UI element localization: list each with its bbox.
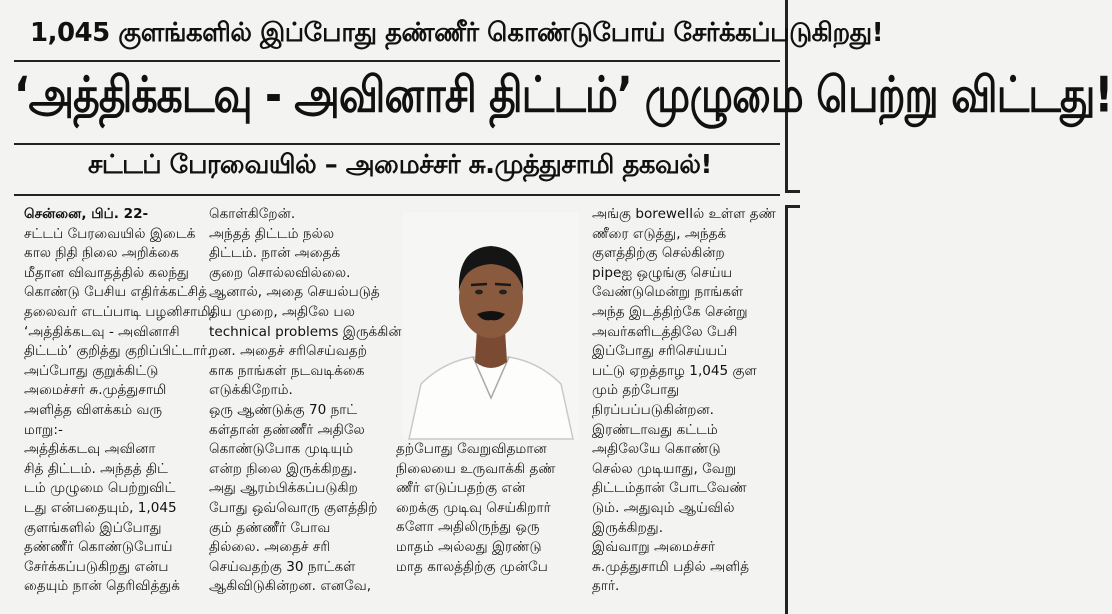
article-line: களோ அதிலிருந்து ஒரு [396,519,540,536]
article-line: சட்டப் பேரவையில் இடைக் [24,225,196,242]
article-line: தார். [592,578,620,595]
article-line: இப்போது சரிசெய்யப் [592,343,728,360]
article-line: அதிலேயே கொண்டு [592,441,721,458]
article-line: கொள்கிறேன். [209,206,296,222]
article-line: pipeஐ ஒழுங்கு செய்ய [592,264,733,281]
article-line: நிரப்பப்படுகின்றன. [592,401,714,418]
divider-top [14,60,780,62]
article-line: மும் தற்போது [592,382,680,399]
article-line: டம் முழுமை பெற்றுவிட் [24,480,176,497]
article-line: ஒரு ஆண்டுக்கு 70 நாட் [209,401,358,418]
article-line: அது ஆரம்பிக்கப்படுகிற [209,480,358,497]
article-column-1 [24,205,215,597]
article-line: சித் திட்டம். அந்தத் திட் [24,460,168,477]
article-line: ஆனால், அதை செயல்படுத் [209,284,380,301]
article-line: ணீரை எடுத்து, அந்தக் [592,225,727,242]
article-line: மாறு:- [24,421,63,438]
article-line: அந்தத் திட்டம் நல்ல [209,225,335,242]
minister-photo [403,212,579,439]
article-line: செல்ல முடியாது, வேறு [592,460,737,477]
article-column-2 [209,205,402,597]
dateline: சென்னை, பிப். 22- [24,206,149,222]
article-line: தற்போது வேறுவிதமான [396,441,547,457]
article-line: ‘அத்திக்கடவு - அவினாசி [24,323,180,340]
article-line: அளித்த விளக்கம் வரு [24,401,163,418]
article-line: ஆகிவிடுகின்றன. எனவே, [209,578,372,595]
article-line: நிலையை உருவாக்கி தண் [396,460,556,477]
article-line: அப்போது குறுக்கிட்டு [24,362,159,379]
article-line: ணீர் எடுப்பதற்கு என் [396,480,526,497]
article-line: அவர்களிடத்திலே பேசி [592,323,738,340]
article-line: சு.முத்துசாமி பதில் அளித் [592,558,750,575]
article-line: கால நிதி நிலை அறிக்கை [24,245,179,262]
article-line: பட்டு ஏறத்தாழ 1,045 குள [592,362,757,379]
article-column-3 [396,440,586,577]
article-line: கள்தான் தண்ணீர் அதிலே [209,421,365,438]
article-line: கொண்டு பேசிய எதிர்க்கட்சித் [24,284,208,301]
bottom-right-frame [785,205,800,614]
portrait-image [403,212,579,439]
article-line: மீதான விவாதத்தில் கலந்து [24,264,189,281]
article-line: திட்டம். நான் அதைக் [209,245,341,262]
headline-main: ‘அத்திக்கடவு - அவினாசி திட்டம்’ முழுமை பெற்று விட்டது! [14,66,1112,124]
article-line: வேண்டுமென்று நாங்கள் [592,284,744,301]
article-line: அந்த இடத்திற்கே சென்று [592,303,748,320]
article-line: இவ்வாறு அமைச்சர் [592,539,716,556]
article-line: திட்டம்’ குறித்து குறிப்பிட்டார். [24,343,212,360]
article-line: அங்கு borewellல் உள்ள தண் [592,206,776,222]
article-line: மாதம் அல்லது இரண்டு [396,538,542,555]
article-line: தண்ணீர் கொண்டுபோய் [24,539,173,556]
article-line: தலைவர் எடப்பாடி பழனிசாமி, [24,303,215,320]
article-line: தையும் நான் தெரிவித்துக் [24,578,180,595]
article-line: காக நாங்கள் நடவடிக்கை [209,362,365,379]
article-line: குறை சொல்லவில்லை. [209,264,351,281]
article-line: றைக்கு முடிவு செய்கிறார் [396,499,551,516]
article-line: குளத்திற்கு செல்கின்ற [592,245,725,262]
article-line: அத்திக்கடவு அவினா [24,441,156,458]
article-line: குளங்களில் இப்போது [24,519,162,536]
article-line: டும். அதுவும் ஆய்வில் [592,499,735,516]
article-line: என்ற நிலை இருக்கிறது. [209,460,358,477]
article-line: செய்வதற்கு 30 நாட்கள் [209,558,356,575]
article-line: மாத காலத்திற்கு முன்பே [396,558,548,575]
article-line: டது என்பதையும், 1,045 [24,499,177,516]
article-line: திய முறை, அதிலே பல [209,303,355,320]
article-column-4 [592,205,776,597]
article-line: றன. அதைச் சரிசெய்வதற் [209,343,367,360]
divider-bottom [14,194,780,196]
article-line: திட்டம்தான் போடவேண் [592,480,747,497]
article-line: கொண்டுபோக முடியும் [209,441,354,458]
headline-top: 1,045 குளங்களில் இப்போது தண்ணீர் கொண்டுபோய் சேர்க்கப்படுகிறது! [30,18,884,48]
article-line: சேர்க்கப்படுகிறது என்ப [24,558,169,575]
article-line: technical problems இருக்கின் [209,323,402,340]
article-line: அமைச்சர் சு.முத்துசாமி [24,382,167,399]
article-line: போது ஒவ்வொரு குளத்திற் [209,499,378,516]
divider-middle [14,143,780,145]
article-line: எடுக்கிறோம். [209,382,293,399]
article-line: தில்லை. அதைச் சரி [209,539,331,556]
article-line: இரண்டாவது கட்டம் [592,421,718,438]
article-line: கும் தண்ணீர் போவ [209,519,331,536]
article-line: இருக்கிறது. [592,519,664,536]
headline-sub: சட்டப் பேரவையில் – அமைச்சர் சு.முத்துசாமி தகவல்! [88,150,712,180]
